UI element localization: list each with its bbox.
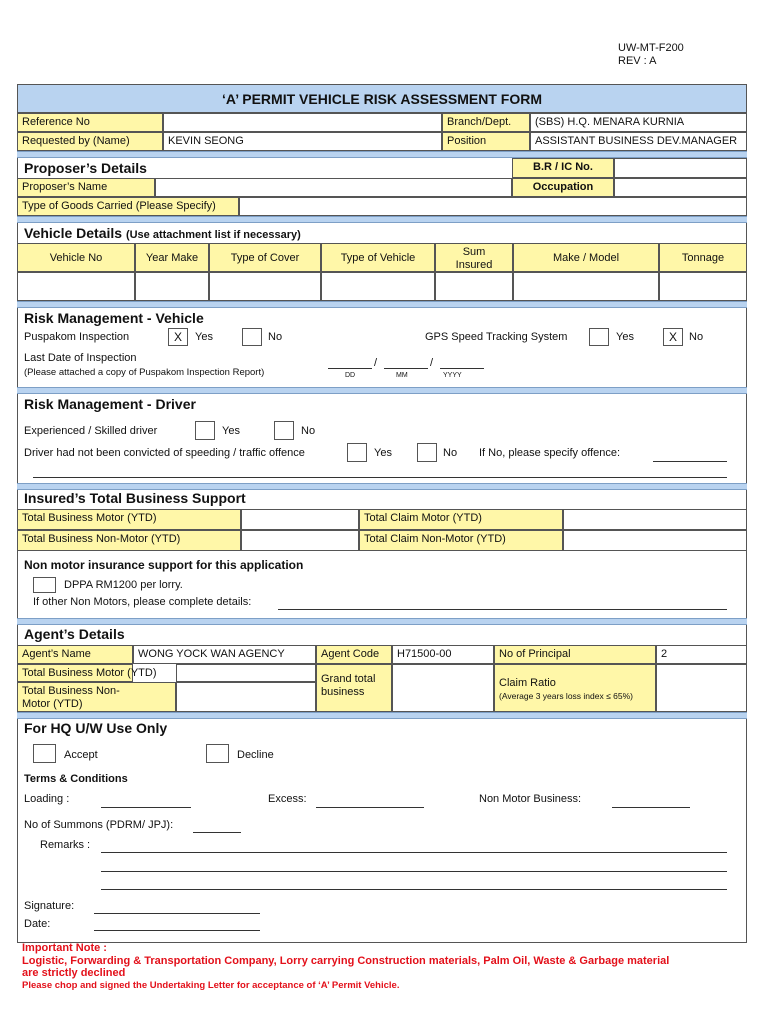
agent-name-label: Agent’s Name <box>17 645 133 664</box>
proposer-name-label: Proposer’s Name <box>17 178 155 197</box>
accept-label: Accept <box>64 749 98 761</box>
section-divider <box>17 712 747 719</box>
column-make-model: Make / Model <box>513 243 659 272</box>
proposer-heading: Proposer’s Details <box>24 160 147 176</box>
occupation-field[interactable] <box>614 178 747 197</box>
claim-motor-label: Total Claim Motor (YTD) <box>359 509 563 530</box>
day-caption: DD <box>345 372 356 379</box>
offence-detail-field[interactable] <box>33 477 727 478</box>
remarks-line-3[interactable] <box>101 889 727 890</box>
claim-ratio-title: Claim Ratio <box>499 677 556 689</box>
principal-field[interactable]: 2 <box>656 645 747 664</box>
br-ic-field[interactable] <box>614 158 747 178</box>
section-divider <box>17 618 747 625</box>
agent-heading: Agent’s Details <box>24 626 125 642</box>
column-vehicle-no: Vehicle No <box>17 243 135 272</box>
last-inspection-label: Last Date of Inspection <box>24 352 137 364</box>
date-field[interactable] <box>94 930 260 931</box>
br-ic-label: B.R / IC No. <box>512 158 614 178</box>
proposer-name-field[interactable] <box>155 178 512 197</box>
gps-yes-label: Yes <box>616 331 634 343</box>
year-caption: YYYY <box>443 372 462 379</box>
loading-field[interactable] <box>101 807 191 808</box>
loading-label: Loading : <box>24 793 70 805</box>
agent-motor-field[interactable] <box>176 664 316 682</box>
experienced-yes-label: Yes <box>222 425 240 437</box>
section-divider <box>17 483 747 490</box>
goods-label: Type of Goods Carried (Please Specify) <box>17 197 239 216</box>
risk-driver-heading: Risk Management - Driver <box>24 396 196 412</box>
type-of-cover-cell[interactable] <box>209 272 321 301</box>
column-sum-insured: Sum Insured <box>435 243 513 272</box>
support-motor-field[interactable] <box>241 509 359 530</box>
support-heading: Insured’s Total Business Support <box>24 490 246 506</box>
goods-field[interactable] <box>239 197 747 216</box>
dppa-checkbox[interactable] <box>33 577 56 593</box>
puspakom-no-checkbox[interactable] <box>242 328 262 346</box>
gps-label: GPS Speed Tracking System <box>425 331 568 343</box>
experienced-no-label: No <box>301 425 316 437</box>
puspakom-label: Puspakom Inspection <box>24 331 130 343</box>
inspection-month-field[interactable] <box>384 368 428 369</box>
nonmotor-heading: Non motor insurance support for this application <box>24 558 304 572</box>
remarks-line-1[interactable] <box>101 852 727 853</box>
agent-code-label: Agent Code <box>316 645 392 664</box>
principal-label: No of Principal <box>494 645 656 664</box>
conviction-yes-label: Yes <box>374 447 392 459</box>
excess-label: Excess: <box>268 793 307 805</box>
risk-vehicle-heading: Risk Management - Vehicle <box>24 310 204 326</box>
important-note-line-1: Logistic, Forwarding & Transportation Company, Lorry carrying Construction materials, Palm Oil, Waste & Garbage material <box>22 955 670 967</box>
conviction-yes-checkbox[interactable] <box>347 443 367 462</box>
offence-field[interactable] <box>653 461 727 462</box>
reference-label: Reference No <box>17 113 163 132</box>
date-separator: / <box>430 357 434 369</box>
support-motor-label: Total Business Motor (YTD) <box>17 509 241 530</box>
hq-heading: For HQ U/W Use Only <box>24 720 168 736</box>
position-label: Position <box>442 132 530 151</box>
claim-nonmotor-field[interactable] <box>563 530 747 551</box>
vehicle-heading-note: (Use attachment list if necessary) <box>125 229 301 241</box>
vehicle-heading-title: Vehicle Details <box>24 225 123 241</box>
summons-field[interactable] <box>193 832 241 833</box>
tonnage-cell[interactable] <box>659 272 747 301</box>
claim-motor-field[interactable] <box>563 509 747 530</box>
remarks-line-2[interactable] <box>101 871 727 872</box>
remarks-label: Remarks : <box>40 839 91 851</box>
gps-no-checkbox[interactable]: X <box>663 328 683 346</box>
gps-yes-checkbox[interactable] <box>589 328 609 346</box>
conviction-no-checkbox[interactable] <box>417 443 437 462</box>
claim-ratio-label <box>494 664 656 712</box>
puspakom-yes-label: Yes <box>195 331 213 343</box>
agent-nonmotor-label: Total Business Non-Motor (YTD) <box>17 682 176 712</box>
non-motor-business-field[interactable] <box>612 807 690 808</box>
grand-total-field[interactable] <box>392 664 494 712</box>
support-nonmotor-label: Total Business Non-Motor (YTD) <box>17 530 241 551</box>
other-nonmotor-label: If other Non Motors, please complete details: <box>33 596 252 608</box>
signature-label: Signature: <box>24 900 75 912</box>
date-separator: / <box>374 357 378 369</box>
type-of-vehicle-cell[interactable] <box>321 272 435 301</box>
column-type-of-cover: Type of Cover <box>209 243 321 272</box>
column-year-make: Year Make <box>135 243 209 272</box>
last-inspection-note: (Please attached a copy of Puspakom Inspection Report) <box>24 367 265 378</box>
vehicle-no-cell[interactable] <box>17 272 135 301</box>
requested-by-field[interactable]: KEVIN SEONG <box>163 132 442 151</box>
position-field[interactable]: ASSISTANT BUSINESS DEV.MANAGER <box>530 132 747 151</box>
important-note-line-2: are strictly declined <box>22 967 126 979</box>
experienced-no-checkbox[interactable] <box>274 421 294 440</box>
column-type-of-vehicle: Type of Vehicle <box>321 243 435 272</box>
support-nonmotor-field[interactable] <box>241 530 359 551</box>
puspakom-yes-checkbox[interactable]: X <box>168 328 188 346</box>
claim-nonmotor-label: Total Claim Non-Motor (YTD) <box>359 530 563 551</box>
dppa-label: DPPA RM1200 per lorry. <box>64 579 183 591</box>
date-label: Date: <box>24 918 51 930</box>
requested-by-label: Requested by (Name) <box>17 132 163 151</box>
revision: REV : A <box>618 55 657 67</box>
branch-field[interactable]: (SBS) H.Q. MENARA KURNIA <box>530 113 747 132</box>
important-note-line-3: Please chop and signed the Undertaking Letter for acceptance of ‘A’ Permit Vehicle. <box>22 980 400 991</box>
year-make-cell[interactable] <box>135 272 209 301</box>
branch-label: Branch/Dept. <box>442 113 530 132</box>
decline-checkbox[interactable] <box>206 744 229 763</box>
puspakom-no-label: No <box>268 331 283 343</box>
agent-code-field[interactable]: H71500-00 <box>392 645 494 664</box>
reference-field[interactable] <box>163 113 442 132</box>
other-nonmotor-field[interactable] <box>278 609 727 610</box>
make-model-cell[interactable] <box>513 272 659 301</box>
summons-label: No of Summons (PDRM/ JPJ): <box>24 819 174 831</box>
claim-ratio-field[interactable] <box>656 664 747 712</box>
excess-field[interactable] <box>316 807 424 808</box>
non-motor-business-label: Non Motor Business: <box>479 793 582 805</box>
conviction-no-label: No <box>443 447 458 459</box>
document-code: UW-MT-F200 <box>618 42 684 54</box>
agent-nonmotor-field[interactable] <box>176 682 316 712</box>
section-divider <box>17 216 747 223</box>
column-tonnage: Tonnage <box>659 243 747 272</box>
decline-label: Decline <box>237 749 274 761</box>
signature-field[interactable] <box>94 913 260 914</box>
terms-heading: Terms & Conditions <box>24 773 128 785</box>
month-caption: MM <box>396 372 408 379</box>
experienced-yes-checkbox[interactable] <box>195 421 215 440</box>
agent-name-field[interactable]: WONG YOCK WAN AGENCY <box>133 645 316 664</box>
section-divider <box>17 151 747 158</box>
important-note-heading: Important Note : <box>22 942 107 954</box>
grand-total-label: Grand total business <box>316 664 392 712</box>
claim-ratio-note: (Average 3 years loss index ≤ 65%) <box>499 690 633 701</box>
inspection-day-field[interactable] <box>328 368 372 369</box>
gps-no-label: No <box>689 331 704 343</box>
accept-checkbox[interactable] <box>33 744 56 763</box>
inspection-year-field[interactable] <box>440 368 484 369</box>
offence-label: If No, please specify offence: <box>479 447 621 459</box>
occupation-label: Occupation <box>512 178 614 197</box>
sum-insured-cell[interactable] <box>435 272 513 301</box>
section-divider <box>17 387 747 394</box>
vehicle-heading <box>24 225 301 241</box>
experienced-driver-label: Experienced / Skilled driver <box>24 425 158 437</box>
section-divider <box>17 301 747 308</box>
conviction-label: Driver had not been convicted of speeding / traffic offence <box>24 447 305 459</box>
form-title: ‘A’ PERMIT VEHICLE RISK ASSESSMENT FORM <box>17 84 747 113</box>
agent-motor-label: Total Business Motor (YTD) <box>17 664 133 682</box>
